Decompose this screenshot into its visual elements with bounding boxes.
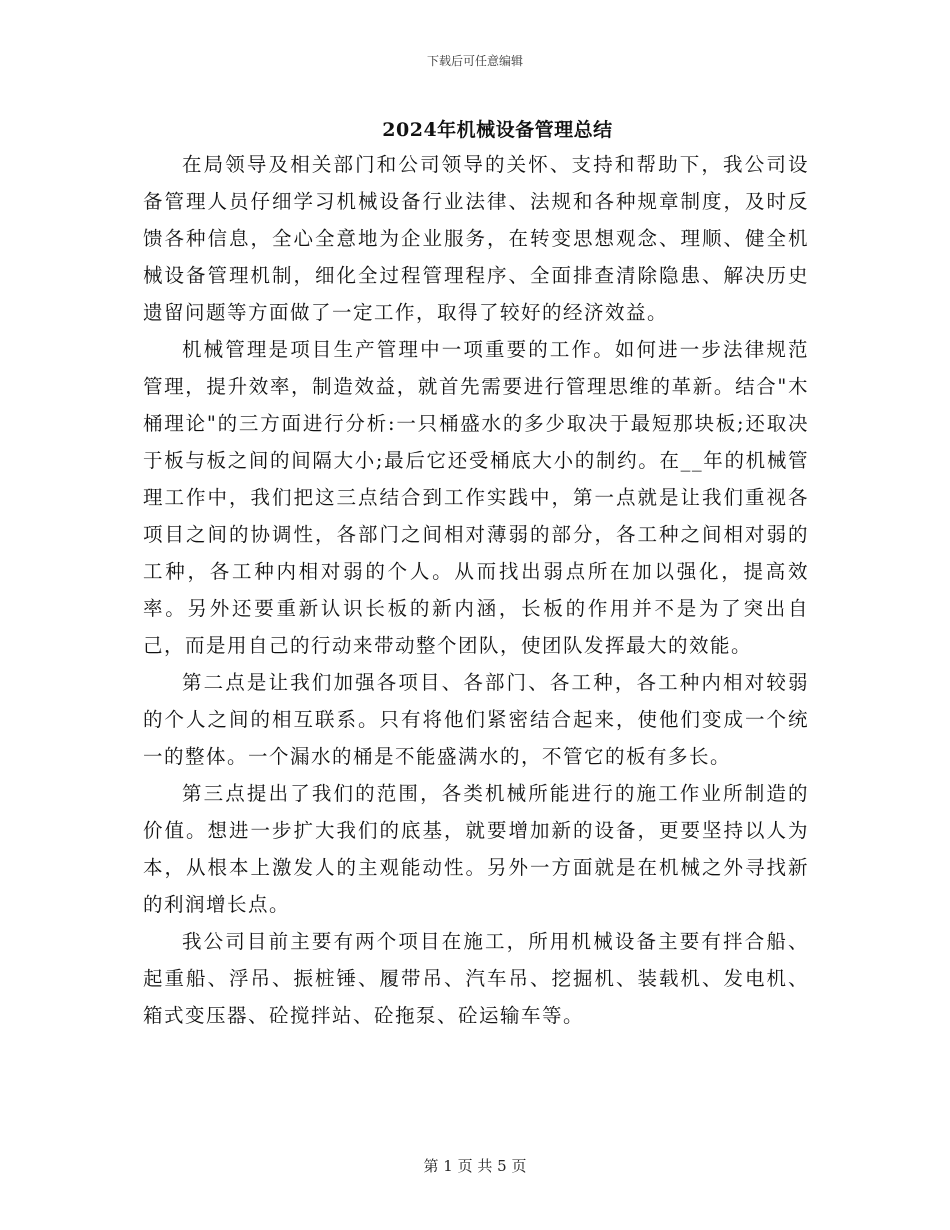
page-header-note: 下载后可任意编辑 — [426, 54, 523, 68]
paragraph-4: 第三点提出了我们的范围，各类机械所能进行的施工作业所制造的价值。想进一步扩大我们的底基，就要增加新的设备，更要坚持以人为本，从根本上激发人的主观能动性。另外一方面就是在机械之外寻找新的利润增长点。 — [143, 782, 809, 916]
paragraph-1: 在局领导及相关部门和公司领导的关怀、支持和帮助下，我公司设备管理人员仔细学习机械设备行业法律、法规和各种规章制度，及时反馈各种信息，全心全意地为企业服务，在转变思想观念、理顺、健全机械设备管理机制，细化全过程管理程序、全面排查清除隐患、解决历史遗留问题等方面做了一定工作，取得了较好的经济效益。 — [143, 153, 809, 324]
document-body — [143, 146, 809, 1034]
paragraph-2: 机械管理是项目生产管理中一项重要的工作。如何进一步法律规范管理，提升效率，制造效益，就首先需要进行管理思维的革新。结合"木桶理论"的三方面进行分析:一只桶盛水的多少取决于最短那块板;还取决于板与板之间的间隔大小;最后它还受桶底大小的制约。在__年的机械管理工作中，我们把这三点结合到工作实践中，第一点就是让我们重视各项目之间的协调性，各部门之间相对薄弱的部分，各工种之间相对弱的工种，各工种内相对弱的个人。从而找出弱点所在加以强化，提高效率。另外还要重新认识长板的新内涵，长板的作用并不是为了突出自己，而是用自己的行动来带动整个团队，使团队发挥最大的效能。 — [143, 338, 809, 657]
document-title: 2024年机械设备管理总结 — [382, 119, 613, 141]
paragraph-5: 我公司目前主要有两个项目在施工，所用机械设备主要有拌合船、起重船、浮吊、振桩锤、履带吊、汽车吊、挖掘机、装载机、发电机、箱式变压器、砼搅拌站、砼拖泵、砼运输车等。 — [143, 930, 809, 1027]
page-number-footer: 第 1 页 共 5 页 — [423, 1157, 527, 1175]
paragraph-3: 第二点是让我们加强各项目、各部门、各工种，各工种内相对较弱的个人之间的相互联系。只有将他们紧密结合起来，使他们变成一个统一的整体。一个漏水的桶是不能盛满水的，不管它的板有多长。 — [143, 671, 809, 768]
